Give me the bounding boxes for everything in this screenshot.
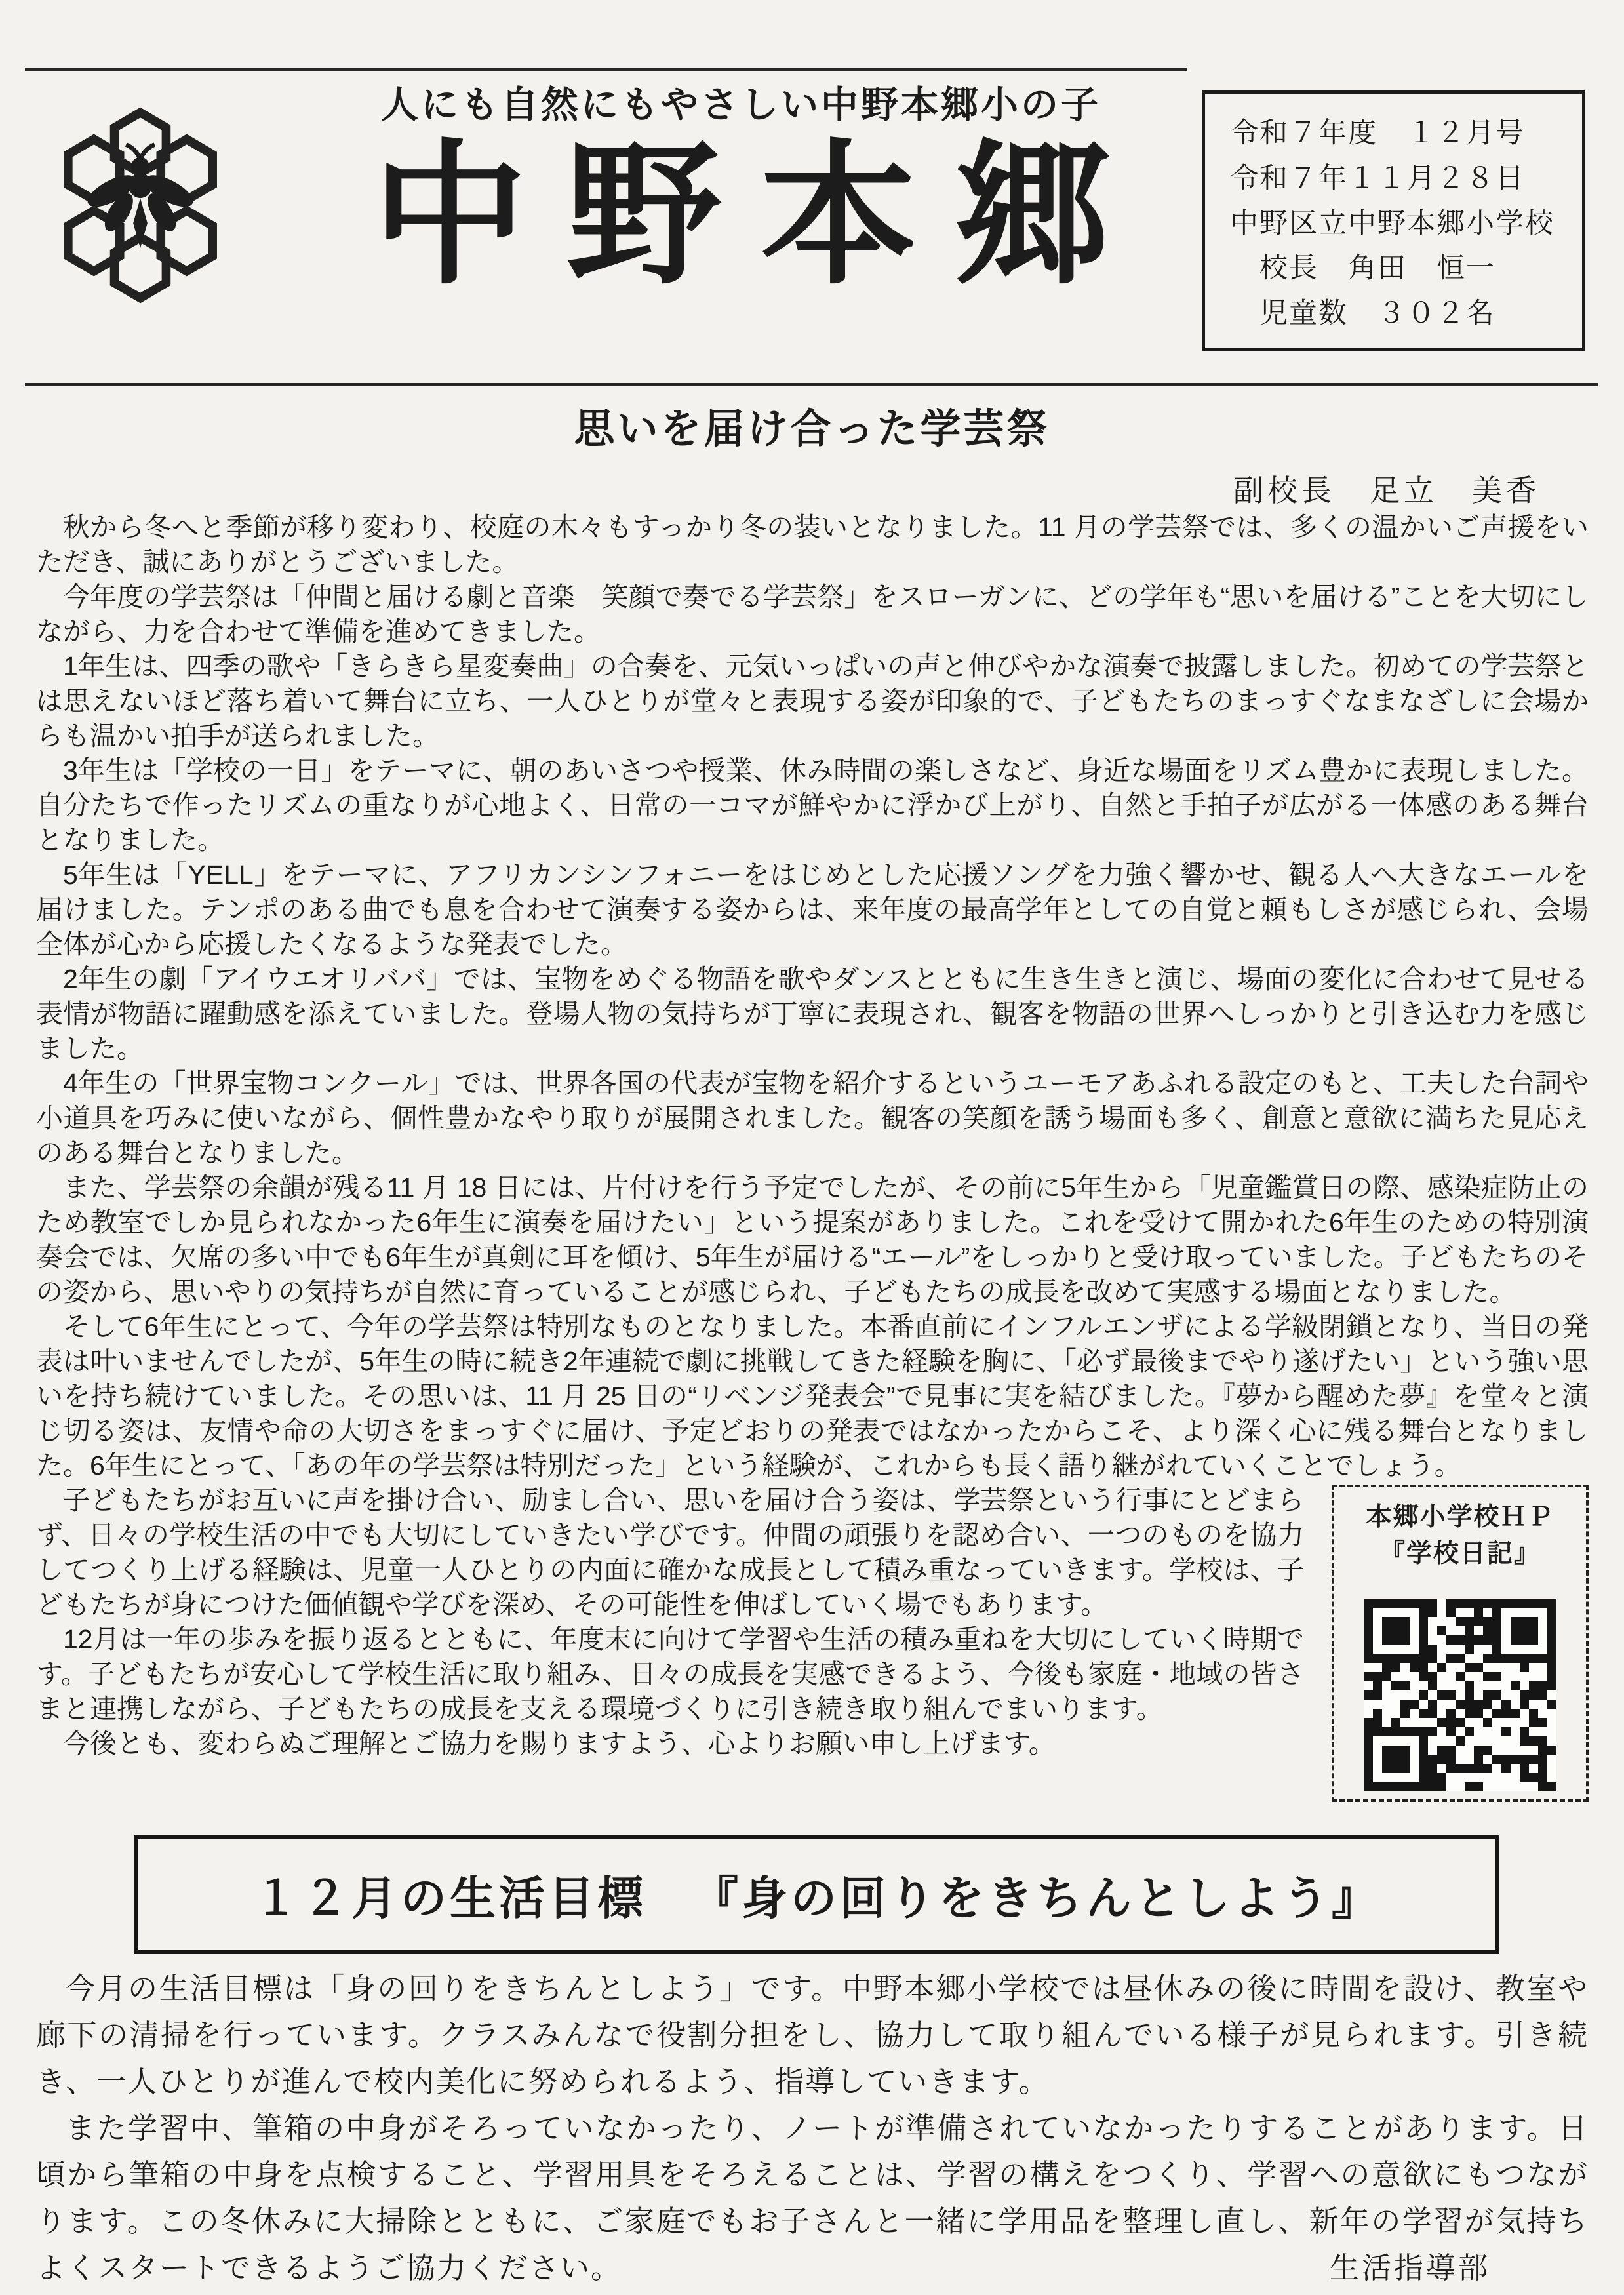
article-paragraph: 今後とも、変わらぬご理解とご協力を賜りますよう、心よりお願い申し上げます。 [63,1728,1056,1759]
guidance-signature: 生活指導部 [1329,2252,1490,2285]
qr-box-title: 本郷小学校ＨＰ [1366,1503,1555,1531]
article-paragraph: 今年度の学芸祭は「仲間と届ける劇と音楽 笑顔で奏でる学芸祭」をスローガンに、どの学年も“思いを届ける”ことを大切にしながら、力を合わせて準備を進めてきました。 [36,582,1589,647]
article-paragraph: 秋から冬へと季節が移り変わり、校庭の木々もすっかり冬の装いとなりました。11 月の学芸祭では、多くの温かいご声援をいただき、誠にありがとうございました。 [36,512,1589,577]
monthly-goal-text: 『身の回りをきちんとしよう』 [692,1872,1381,1924]
header-top-rule [25,68,1187,71]
article-paragraph: また、学芸祭の余韻が残る11 月 18 日には、片付けを行う予定でしたが、その前に5年生から「児童鑑賞日の際、感染症防止のため教室でしか見られなかった6年生に演奏を届けたい」という提案がありました。これを受けて開かれた6年生のための特別演奏会では、欠席の多い中でも6年生が真剣に耳を傾け、5年生が届ける“エール”をしっかりと受け取っていました。子どもたちのその姿から、思いやりの気持ちが自然に育っていることが感じられ、子どもたちの成長を改めて実感する場面となりました。 [36,1172,1589,1307]
article-paragraph: 子どもたちがお互いに声を掛け合い、励まし合い、思いを届け合う姿は、学芸祭という行事にとどまらず、日々の学校生活の中でも大切にしていきたい学びです。仲間の頑張りを認め合い、一つのものを協力してつくり上げる経験は、児童一人ひとりの内面に確かな成長として積み重なっていきます。学校は、子どもたちが身につけた価値観や学びを深め、その可能性を伸ばしていく場でもあります。 [36,1485,1304,1620]
article-paragraph: 3年生は「学校の一日」をテーマに、朝のあいさつや授業、休み時間の楽しさなど、身近な場面をリズム豊かに表現しました。自分たちで作ったリズムの重なりが心地よく、日常の一コマが鮮やかに浮かび上がり、自然と手拍子が広がる一体感のある舞台となりました。 [36,755,1589,855]
guidance-section [36,1966,1589,2292]
school-emblem-logo [51,97,229,313]
principal-name: 校長 角田 恒一 [1230,253,1495,285]
qr-box-subtitle: 『学校日記』 [1379,1540,1541,1568]
school-motto: 人にも自然にもやさしい中野本郷小の子 [381,84,1101,126]
article-byline: 副校長 足立 美香 [1233,474,1540,508]
guidance-paragraph: また学習中、筆箱の中身がそろっていなかったり、ノートが準備されていなかったりすることがあります。日頃から筆箱の中身を点検すること、学習用具をそろえることは、学習の構えをつくり、学習への意欲にもつながります。この冬休みに大掃除とともに、ご家庭でもお子さんと一緒に学用品を整理し直し、新年の学習が気持ちよくスタートできるようご協力ください。 [36,2112,1589,2285]
article-paragraph: 1年生は、四季の歌や「きらきら星変奏曲」の合奏を、元気いっぱいの声と伸びやかな演奏で披露しました。初めての学芸祭とは思えないほど落ち着いて舞台に立ち、一人ひとりが堂々と表現する姿が印象的で、子どもたちのまっすぐなまなざしに会場からも温かい拍手が送られました。 [36,651,1589,751]
header-bottom-rule [25,383,1598,386]
school-name: 中野区立中野本郷小学校 [1230,208,1555,239]
article-paragraph: 12月は一年の歩みを振り返るとともに、年度末に向けて学習や生活の積み重ねを大切にしていく時期です。子どもたちが安心して学校生活に取り組み、日々の成長を実感できるよう、今後も家庭・地域の皆さまと連携しながら、子どもたちの成長を支える環境づくりに引き続き取り組んでまいります。 [36,1624,1304,1724]
qr-code [1364,1599,1556,1791]
article-title: 思いを届け合った学芸祭 [574,407,1050,452]
issue-date: 令和７年１１月２８日 [1230,163,1525,194]
article-paragraph: 2年生の劇「アイウエオリババ」では、宝物をめぐる物語を歌やダンスとともに生き生きと演じ、場面の変化に合わせて見せる表情が物語に躍動感を添えていました。登場人物の気持ちが丁寧に表現され、観客を物語の世界へしっかりと引き込む力を感じました。 [36,964,1589,1064]
homepage-qr-box [1332,1485,1589,1802]
article-paragraph: そして6年生にとって、今年の学芸祭は特別なものとなりました。本番直前にインフルエンザによる学級閉鎖となり、当日の発表は叶いませんでしたが、5年生の時に続き2年連続で劇に挑戦してきた経験を胸に、「必ず最後までやり遂げたい」という強い思いを持ち続けていました。その思いは、11 月 25 日の“リベンジ発表会”で見事に実を結びました。『夢から醒めた夢』を堂々と演じ切る姿は、友情や命の大切さをまっすぐに届け、予定どおりの発表ではなかったからこそ、より深く心に残る舞台となりました。6年生にとって、「あの年の学芸祭は特別だった」という経験が、これからも長く語り継がれていくことでしょう。 [36,1311,1589,1481]
student-count: 児童数 ３０２名 [1230,298,1495,329]
monthly-goal-label: １２月の生活目標 [253,1872,646,1924]
issue-info-box [1202,90,1585,351]
issue-number: 令和７年度 １２月号 [1230,118,1525,149]
article-body [36,510,1589,1811]
article-paragraph: 4年生の「世界宝物コンクール」では、世界各国の代表が宝物を紹介するというユーモアあふれる設定のもと、工夫した台詞や小道具を巧みに使いながら、個性豊かなやり取りが展開されました。観客の笑顔を誘う場面も多く、創意と意欲に満ちた見応えのある舞台となりました。 [36,1068,1589,1168]
firefly-icon [83,145,197,249]
guidance-paragraph: 今月の生活目標は「身の回りをきちんとしよう」です。中野本郷小学校では昼休みの後に時間を設け、教室や廊下の清掃を行っています。クラスみんなで役割分担をし、協力して取り組んでいる様子が見られます。引き続き、一人ひとりが進んで校内美化に努められるよう、指導していきます。 [36,1972,1589,2098]
article-paragraph: 5年生は「YELL」をテーマに、アフリカンシンフォニーをはじめとした応援ソングを力強く響かせ、観る人へ大きなエールを届けました。テンポのある曲でも息を合わせて演奏する姿からは、来年度の最高学年としての自覚と頼もしさが感じられ、会場全体が心から応援したくなるような発表でした。 [36,860,1589,959]
monthly-goal-box [134,1835,1499,1954]
newsletter-title: 中野本郷 [372,132,1149,303]
